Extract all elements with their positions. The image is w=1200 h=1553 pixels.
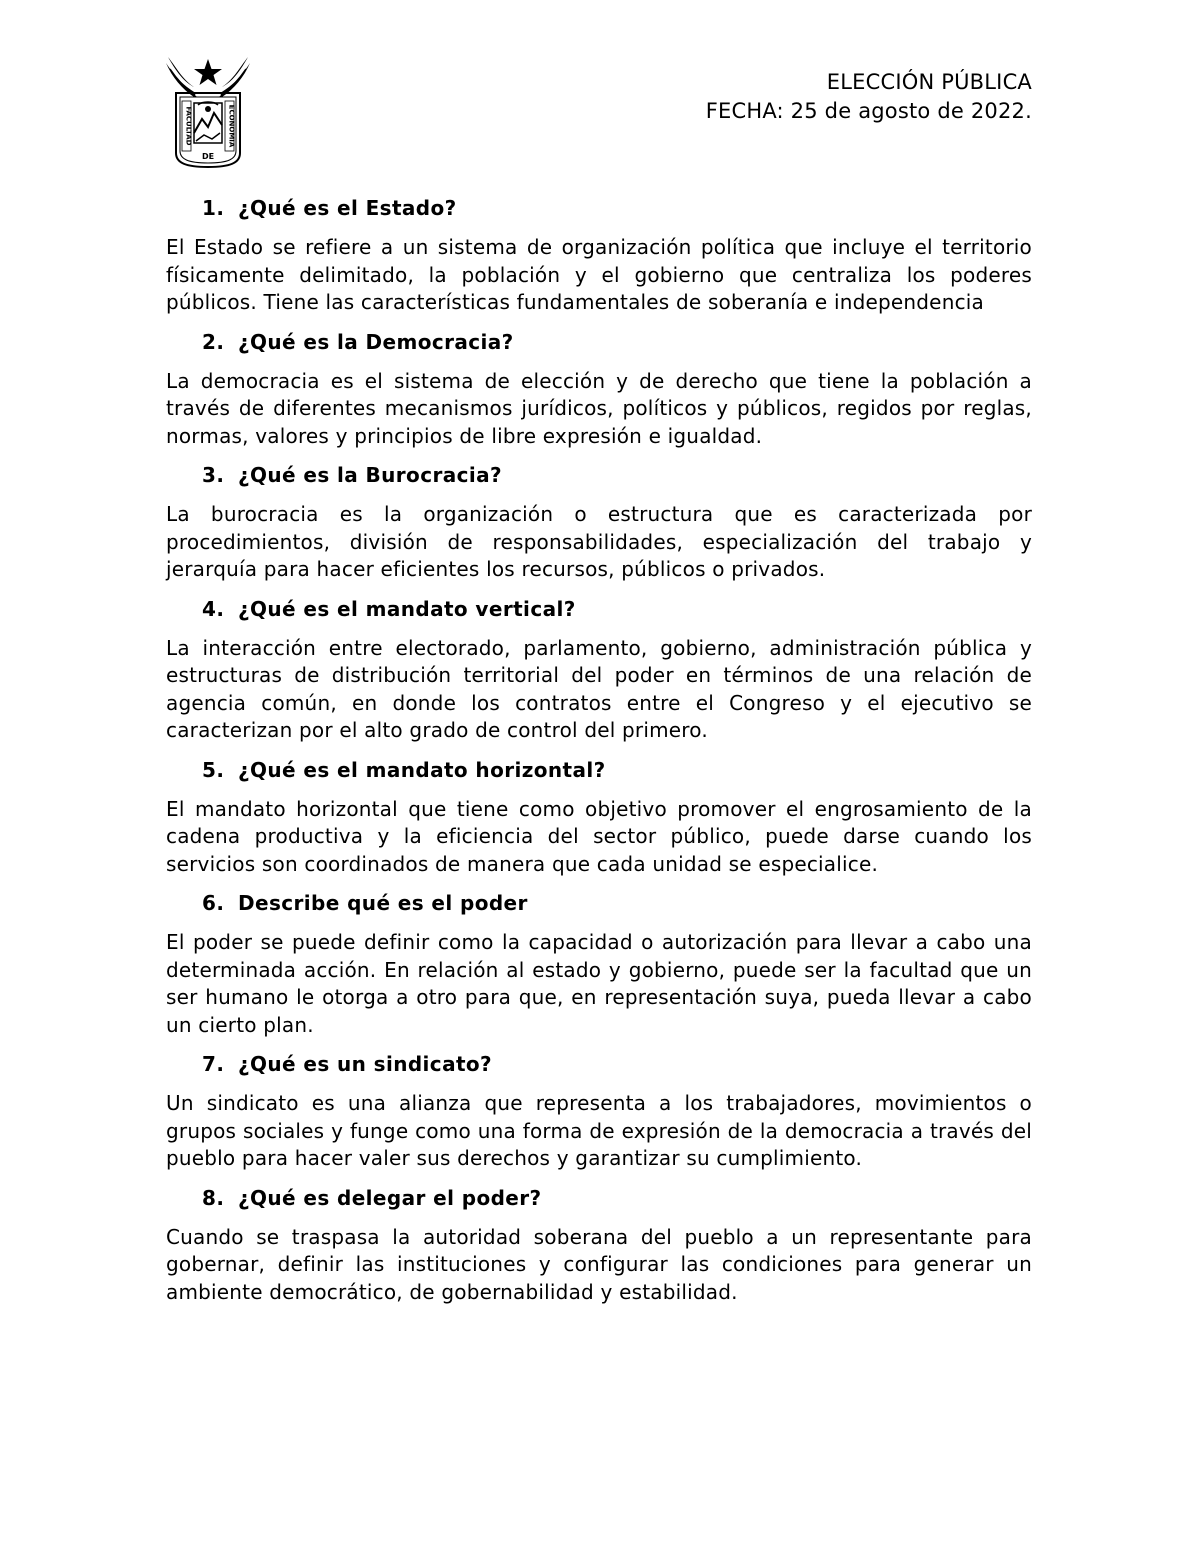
question-number: 1. bbox=[202, 196, 225, 220]
svg-text:ECONOMIA: ECONOMIA bbox=[227, 104, 236, 148]
answer-paragraph: La burocracia es la organización o estructura que es caracterizada por procedimientos, división de responsabilidades, especialización del trabajo y jerarquía para hacer eficientes los recursos, públicos o privados. bbox=[166, 502, 1032, 581]
question-text: ¿Qué es un sindicato? bbox=[238, 1052, 493, 1076]
answer-paragraph: La interacción entre electorado, parlamento, gobierno, administración pública y estructuras de distribución territorial del poder en términos de una relación de agencia común, en donde los contratos entre el Congreso y el ejecutivo se caracterizan por el alto grado de control del primero. bbox=[166, 635, 1032, 742]
answer-paragraph: Cuando se traspasa la autoridad soberana del pueblo a un representante para gobernar, definir las instituciones y configurar las condiciones para generar un ambiente democrático, de gobernabilidad y estabilidad. bbox=[166, 1224, 1032, 1304]
question-text: ¿Qué es delegar el poder? bbox=[238, 1185, 542, 1210]
question-text: ¿Qué es el mandato horizontal? bbox=[238, 757, 606, 782]
answer-paragraph: La democracia es el sistema de elección y de derecho que tiene la población a través de diferentes mecanismos jurídicos, políticos y públicos, regidos por reglas, normas, valores y principios de libre expresión e igualdad. bbox=[166, 368, 1032, 448]
question-number: 3. bbox=[202, 463, 225, 487]
question-heading bbox=[166, 756, 1032, 784]
answer-paragraph: El mandato horizontal que tiene como objetivo promover el engrosamiento de la cadena productiva y la eficiencia del sector público, puede darse cuando los servicios son coordinados de manera que cada unidad se especialice. bbox=[166, 796, 1032, 876]
question-heading bbox=[166, 595, 1032, 623]
question-heading bbox=[166, 328, 1032, 356]
answer-paragraph: El poder se puede definir como la capacidad o autorización para llevar a cabo una determinada acción. En relación al estado y gobierno, puede ser la facultad que un ser humano le otorga a otro para que, en representación suya, pueda llevar a cabo un cierto plan. bbox=[166, 930, 1032, 1037]
question-number: 7. bbox=[202, 1052, 225, 1076]
question-text: Describe qué es el poder bbox=[238, 891, 528, 915]
document-header bbox=[706, 68, 1032, 126]
question-number: 6. bbox=[202, 891, 225, 915]
question-heading bbox=[166, 1050, 1032, 1078]
question-heading bbox=[166, 461, 1032, 489]
faculty-seal-logo bbox=[164, 53, 252, 171]
question-list bbox=[166, 194, 1032, 1317]
question-heading bbox=[166, 889, 1032, 917]
question-heading bbox=[166, 1184, 1032, 1212]
faculty-of-economics-seal-icon bbox=[164, 53, 252, 171]
answer-paragraph: Un sindicato es una alianza que representa a los trabajadores, movimientos o grupos sociales y funge como una forma de expresión de la democracia a través del pueblo para hacer valer sus derechos y garantizar su cumplimiento. bbox=[166, 1091, 1032, 1170]
svg-text:FACULTAD: FACULTAD bbox=[184, 106, 193, 146]
question-number: 2. bbox=[202, 329, 225, 354]
svg-text:DE: DE bbox=[201, 152, 215, 161]
question-number: 5. bbox=[202, 757, 225, 782]
question-text: ¿Qué es la Democracia? bbox=[238, 329, 514, 354]
question-text: ¿Qué es la Burocracia? bbox=[238, 463, 503, 487]
question-text: ¿Qué es el mandato vertical? bbox=[238, 596, 576, 621]
question-number: 8. bbox=[202, 1185, 225, 1210]
question-number: 4. bbox=[202, 596, 225, 621]
question-heading bbox=[166, 194, 1032, 222]
document-title: ELECCIÓN PÚBLICA bbox=[826, 70, 1032, 94]
document-date: FECHA: 25 de agosto de 2022. bbox=[705, 99, 1032, 123]
answer-paragraph: El Estado se refiere a un sistema de organización política que incluye el territorio físicamente delimitado, la población y el gobierno que centraliza los poderes públicos. Tiene las características fundamentales de soberanía e independencia bbox=[166, 235, 1032, 314]
question-text: ¿Qué es el Estado? bbox=[238, 196, 457, 220]
